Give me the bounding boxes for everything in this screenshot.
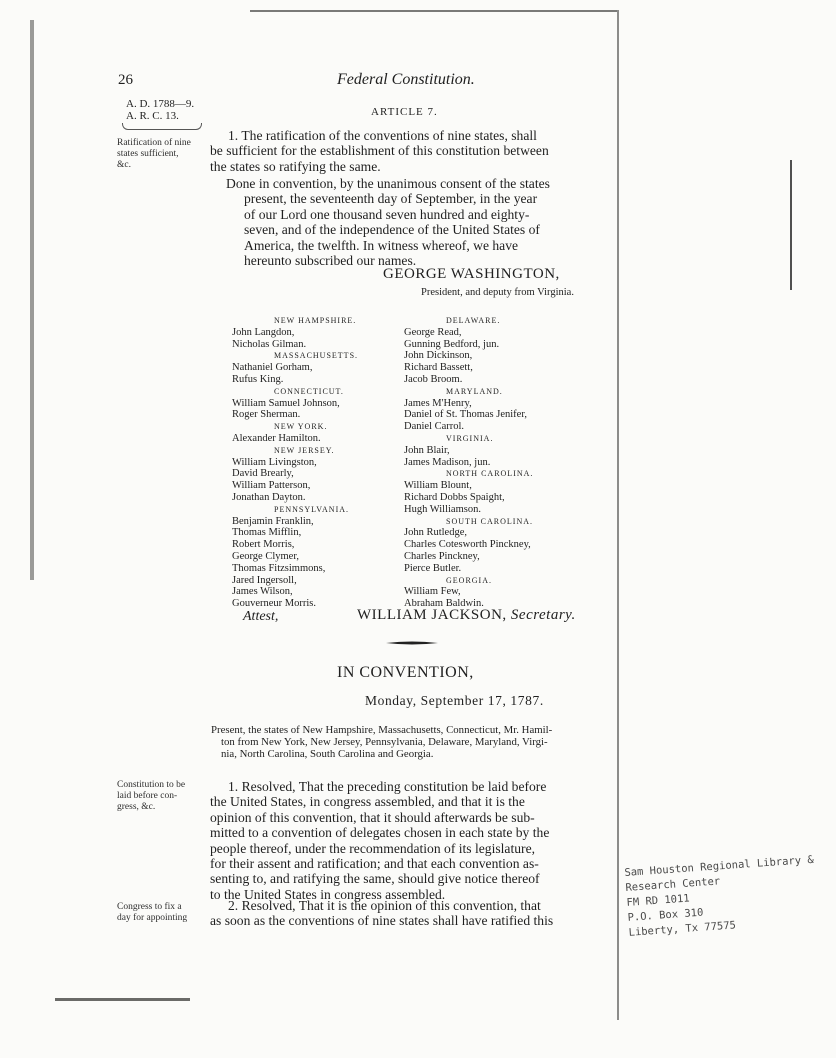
signer-name: William Samuel Johnson, (232, 397, 340, 409)
signer-name: James M'Henry, (404, 397, 472, 409)
signer-name: John Langdon, (232, 326, 295, 338)
signer-name: Pierce Butler. (404, 562, 462, 574)
article-paragraph (210, 128, 600, 174)
scan-edge-left (30, 20, 34, 580)
signer-name: Jonathan Dayton. (232, 491, 306, 503)
margin-note-line: Congress to fix a (117, 902, 182, 912)
state-heading: DELAWARE. (446, 316, 501, 325)
ornament-rule (386, 641, 438, 645)
signer-name: James Madison, jun. (404, 456, 491, 468)
signer-name: Abraham Baldwin. (404, 598, 484, 610)
signer-name: Daniel Carrol. (404, 421, 465, 433)
stamp-line: Sam Houston Regional Library & (624, 853, 815, 879)
signer-name: Thomas Fitzsimmons, (232, 562, 326, 574)
signer-name: Nathaniel Gorham, (232, 362, 313, 374)
signers-right-column (404, 315, 604, 610)
margin-note-constitution (117, 780, 185, 813)
article-heading: ARTICLE 7. (371, 106, 438, 118)
text-line: 1. Resolved, That the preceding constitution be laid before (228, 779, 547, 794)
text-line: the United States, in congress assembled, and that it is the (210, 794, 525, 810)
stamp-line: P.O. Box 310 (627, 906, 704, 924)
margin-brace (122, 123, 202, 130)
signer-name: Thomas Mifflin, (232, 527, 302, 539)
library-stamp (624, 853, 818, 941)
text-line: the states so ratifying the same. (210, 158, 381, 174)
scan-border-right (617, 10, 619, 1020)
text-line: 1. The ratification of the conventions of nine states, shall (228, 128, 537, 143)
signer-name: Gunning Bedford, jun. (404, 338, 500, 350)
signer-name: Robert Morris, (232, 539, 295, 551)
resolution-2 (210, 898, 601, 929)
signer-name: Jacob Broom. (404, 373, 463, 385)
signer-name: John Blair, (404, 444, 450, 456)
margin-note-line: Ratification of nine (117, 138, 191, 148)
convention-date: Monday, September 17, 1787. (365, 693, 544, 708)
signature-name: GEORGE WASHINGTON, (383, 266, 560, 282)
text-line: for their assent and ratification; and that each convention as- (210, 856, 539, 872)
signer-name: George Read, (404, 326, 462, 338)
scan-mark-right (790, 160, 792, 290)
state-heading: MARYLAND. (446, 386, 503, 396)
attest-label: Attest, (243, 609, 279, 624)
signer-name: Jared Ingersoll, (232, 574, 297, 586)
signer-name: William Few, (404, 586, 461, 598)
scan-border-top (250, 10, 618, 12)
margin-date-line: A. D. 1788—9. (126, 98, 195, 110)
signer-name: James Wilson, (232, 586, 293, 598)
signer-name: Richard Bassett, (404, 362, 473, 374)
stamp-line: Research Center (625, 875, 721, 894)
text-line: Done in convention, by the unanimous consent of the states (226, 176, 550, 191)
signer-name: Daniel of St. Thomas Jenifer, (404, 409, 528, 421)
margin-note-ratification (117, 138, 191, 171)
text-line: senting to, and ratifying the same, should give notice thereof (210, 871, 540, 887)
signer-name: William Livingston, (232, 456, 317, 468)
attest-title: Secretary. (510, 607, 576, 623)
signer-name: Benjamin Franklin, (232, 515, 314, 527)
attest-signature (357, 607, 576, 624)
state-heading: NEW HAMPSHIRE. (274, 316, 357, 325)
page-number: 26 (118, 72, 133, 88)
text-line: as soon as the conventions of nine states shall have ratified this (210, 913, 554, 929)
signer-name: Alexander Hamilton. (232, 432, 321, 444)
state-heading: MASSACHUSETTS. (274, 351, 359, 361)
margin-note-line: laid before con- (117, 791, 178, 801)
margin-note-congress (117, 902, 187, 924)
scan-edge-bottom (55, 998, 190, 1001)
signer-name: Hugh Williamson. (404, 503, 481, 515)
signer-name: Charles Pinckney, (404, 550, 480, 562)
state-heading: NEW YORK. (274, 422, 328, 432)
signer-name: David Brearly, (232, 468, 294, 480)
margin-date-line: A. R. C. 13. (126, 110, 179, 122)
signer-name: Rufus King. (232, 373, 284, 385)
signer-name: John Rutledge, (404, 527, 467, 539)
signers-left-column (232, 315, 402, 610)
resolution-1 (210, 779, 601, 902)
state-heading: GEORGIA. (446, 575, 492, 585)
signer-name: George Clymer, (232, 550, 300, 562)
signer-name: Roger Sherman. (232, 409, 301, 421)
margin-note-line: Constitution to be (117, 780, 186, 790)
stamp-line: FM RD 1011 (626, 892, 691, 909)
state-heading: PENNSYLVANIA. (274, 504, 350, 514)
state-heading: SOUTH CAROLINA. (446, 516, 533, 526)
text-line: mitted to a convention of delegates chosen in each state by the (210, 825, 550, 841)
text-line: opinion of this convention, that it should afterwards be sub- (210, 809, 535, 825)
margin-date (126, 98, 194, 122)
signer-name: Gouverneur Morris. (232, 598, 316, 610)
signer-name: Charles Cotesworth Pinckney, (404, 539, 531, 551)
state-heading: VIRGINIA. (446, 433, 494, 443)
text-line: be sufficient for the establishment of this constitution between (210, 143, 549, 159)
convention-heading: IN CONVENTION, (337, 664, 474, 681)
margin-note-line: &c. (117, 160, 131, 170)
text-line: 2. Resolved, That it is the opinion of this convention, that (228, 898, 541, 913)
state-heading: NORTH CAROLINA. (446, 469, 534, 479)
signer-name: Richard Dobbs Spaight, (404, 491, 505, 503)
text-line: to the United States in congress assembled. (210, 886, 446, 902)
signer-name: John Dickinson, (404, 350, 473, 362)
stamp-line: Liberty, Tx 77575 (628, 919, 737, 939)
signer-name: Nicholas Gilman. (232, 338, 307, 350)
margin-note-line: gress, &c. (117, 802, 156, 812)
text-line: nia, North Carolina, South Carolina and Georgia. (221, 748, 434, 760)
signature-title: President, and deputy from Virginia. (421, 287, 574, 298)
text-line: people thereof, under the recommendation of its legislature, (210, 840, 536, 856)
attest-name: WILLIAM JACKSON, (357, 607, 507, 623)
present-states (211, 724, 601, 760)
done-in-convention (226, 176, 600, 268)
text-line: Present, the states of New Hampshire, Massachusetts, Connecticut, Mr. Hamil- (211, 724, 553, 736)
text-line: ton from New York, New Jersey, Pennsylvania, Delaware, Maryland, Virgi- (221, 736, 548, 748)
text-line: America, the twelfth. In witness whereof, we have (244, 237, 519, 253)
state-heading: CONNECTICUT. (274, 386, 344, 396)
text-line: seven, and of the independence of the United States of (244, 222, 540, 238)
margin-note-line: states sufficient, (117, 149, 179, 159)
state-heading: NEW JERSEY. (274, 445, 335, 455)
margin-note-line: day for appointing (117, 913, 188, 923)
text-line: of our Lord one thousand seven hundred and eighty- (244, 206, 530, 222)
text-line: present, the seventeenth day of September, in the year (244, 191, 538, 207)
signer-name: William Patterson, (232, 480, 311, 492)
running-title: Federal Constitution. (337, 71, 475, 88)
signer-name: William Blount, (404, 480, 472, 492)
text-line: hereunto subscribed our names. (244, 253, 417, 269)
